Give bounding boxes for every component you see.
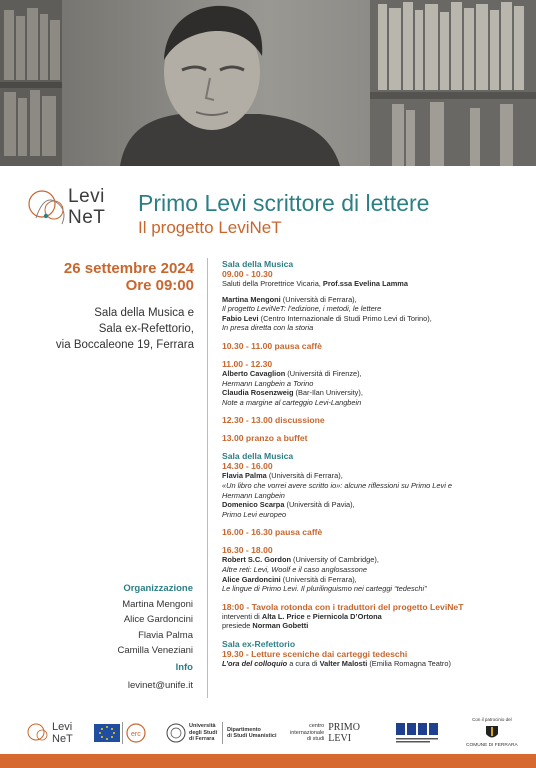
room-label: Sala ex-Refettorio — [222, 638, 296, 649]
event-date: 26 settembre 2024 — [63, 260, 194, 277]
coffee-break: 16.00 - 16.30 pausa caffè — [222, 527, 323, 538]
lunch: 13.00 pranzo a buffet — [222, 433, 308, 444]
comune-ferrara-logo: Con il patrocinio del COMUNE DI FERRARA — [466, 716, 518, 748]
event-venue: Sala della Musica e Sala ex-Refettorio, via Boccaleone 19, Ferrara — [55, 307, 194, 351]
session-3: Sala della Musica 14.30 - 16.00 Flavia Palma (Università di Ferrara), «Un libro che vorrei avere scritto io»: alcune riflessioni su Primo Levi e Hermann Langbein Domenico Scarpa (Università di Pavia), Primo Levi europeo — [222, 451, 528, 519]
column-divider — [207, 258, 208, 698]
round-table: 18:00 - Tavola rotonda con i traduttori del progetto LeviNeT interventi di Alta L. Price e Piernicola D’Ortona presiede Norman Gobetti — [222, 601, 464, 631]
dept-logo: Dipartimento di Studi Umanistici — [222, 712, 277, 754]
bottom-color-bar — [0, 754, 536, 768]
event-time: Ore 09:00 — [125, 277, 194, 294]
unife-logo: Università degli Studi di Ferrara — [166, 712, 217, 754]
time-slot: 16.30 - 18.00 — [222, 545, 273, 556]
coffee-break: 10.30 - 11.00 pausa caffè — [222, 340, 322, 351]
time-slot: 11.00 - 12.30 — [222, 358, 273, 369]
time-slot: 09.00 - 10.30 — [222, 269, 273, 279]
organizer-name: Martina Mengoni — [122, 599, 193, 610]
centro-primo-levi-logo: centro internazionale di studi PRIMO LEVI — [290, 722, 360, 744]
eu-erc-logo — [94, 712, 148, 754]
hero-photo — [0, 0, 536, 166]
session-4: 16.30 - 18.00 Robert S.C. Gordon (University of Cambridge), Altre reti: Levi, Woolf e il caso anglosassone Alice Gardoncini (Università di Ferrara), Le lingue di Primo Levi. Il plurilinguismo nei carteggi “tedeschi” — [222, 545, 528, 593]
session-2: 11.00 - 12.30 Alberto Cavaglion (Università di Firenze), Hermann Langbein a Torino Claudia Rosenzweig (Bar-Ilan University), Note a margine al carteggio Levi-Langbein — [222, 359, 528, 407]
sponsor-logos — [0, 712, 536, 754]
svg-text:erc: erc — [131, 731, 141, 738]
organization-list — [0, 597, 193, 658]
room-label: Sala della Musica — [222, 451, 294, 462]
page-subtitle: Il progetto LeviNeT — [138, 218, 282, 237]
discussion: 12.30 - 13.00 discussione — [222, 415, 325, 426]
info-email-link[interactable]: levinet@unife.it — [127, 680, 193, 691]
time-slot: 14.30 - 16.00 — [222, 461, 273, 472]
session-5: Sala ex-Refettorio 19.30 - Letture sceniche dai carteggi tedeschi L’ora del colloquio a cura di Valter Malosti (Emilia Romagna Teatro) — [222, 639, 528, 669]
program — [222, 259, 528, 668]
page-title: Primo Levi scrittore di lettere — [138, 190, 430, 216]
info-heading: Info — [175, 662, 193, 673]
organizer-name: Alice Gardoncini — [123, 614, 193, 626]
organization-heading: Organizzazione — [123, 583, 193, 594]
mets-logo — [396, 712, 442, 754]
organizer-name: Flavia Palma — [138, 629, 193, 641]
levinet-logo-text: Levi NeT — [68, 186, 106, 228]
session-1: Sala della Musica 09.00 - 10.30 Saluti della Prorettrice Vicaria, Prof.ssa Evelina Lamma Martina Mengoni (Università di Ferrara), Il progetto LeviNeT: l’edizione, i metodi, le lettere Fabio Levi (Centro Internazionale di Studi Primo Levi di Torino), In presa diretta con la storia — [222, 259, 528, 333]
organizer-name: Camilla Veneziani — [117, 644, 193, 656]
time-slot: 19.30 - Letture sceniche dai carteggi tedeschi — [222, 648, 408, 659]
levinet-footer-logo: Levi NeT — [26, 712, 73, 754]
room-label: Sala della Musica — [222, 259, 294, 269]
